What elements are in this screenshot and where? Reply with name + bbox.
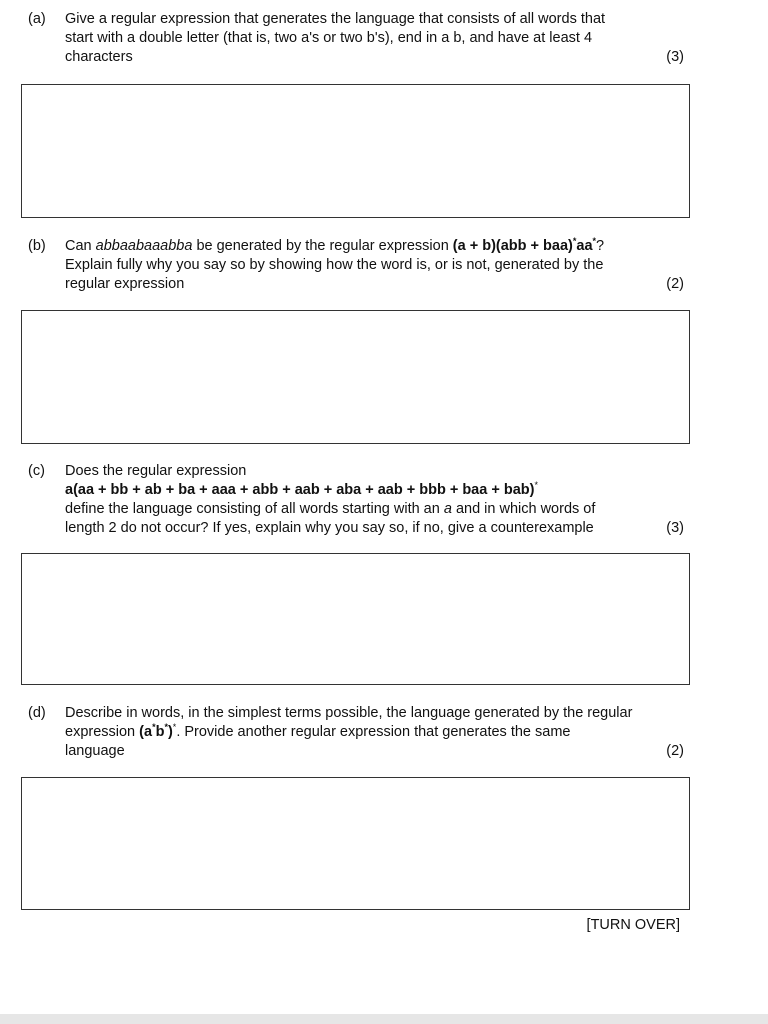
question-a [28, 10, 684, 67]
question-text: Does the regular expression a(aa + bb + ab + ba + aaa + abb + aab + aba + aab + bbb + baa + bab)* define the language consisting of all words starting with an a and in which words of length 2 do not occur? If yes, explain why you say so, if no, give a counterexample (3) [65, 463, 684, 536]
answer-box-a[interactable] [21, 84, 690, 218]
question-text: Can abbaabaaabba be generated by the regular expression (a + b)(abb + baa)*aa*? Explain fully why you say so by showing how the word is, or is not, generated by the regular expression (2) [65, 236, 684, 292]
marks: (3) [666, 49, 684, 65]
question-label: (c) [28, 463, 45, 479]
marks: (2) [666, 276, 684, 292]
question-d [28, 704, 684, 761]
question-c [28, 462, 684, 538]
marks: (2) [666, 743, 684, 759]
regex: a(aa + bb + ab + ba + aaa + abb + aab + aba + aab + bbb + baa + bab) [65, 482, 535, 498]
word: abbaabaaabba [95, 238, 193, 254]
question-label: (d) [28, 705, 46, 721]
regex: (a*b*) [139, 722, 173, 740]
question-text: Describe in words, in the simplest terms possible, the language generated by the regular expression (a*b*)*. Provide another regular expression that generates the same language (2) [65, 705, 684, 759]
question-label: (a) [28, 11, 46, 27]
regex: (a + b)(abb + baa)*aa* [452, 236, 597, 254]
answer-box-b[interactable] [21, 310, 690, 444]
answer-box-d[interactable] [21, 777, 690, 910]
question-b [28, 237, 684, 294]
marks: (3) [666, 520, 684, 536]
question-text: Give a regular expression that generates the language that consists of all words that start with a double letter (that is, two a's or two b's), end in a b, and have at least 4 characters (3) [65, 11, 684, 65]
turn-over-label: [TURN OVER] [586, 917, 680, 933]
answer-box-c[interactable] [21, 553, 690, 685]
bottom-divider [0, 1014, 768, 1024]
question-label: (b) [28, 238, 46, 254]
